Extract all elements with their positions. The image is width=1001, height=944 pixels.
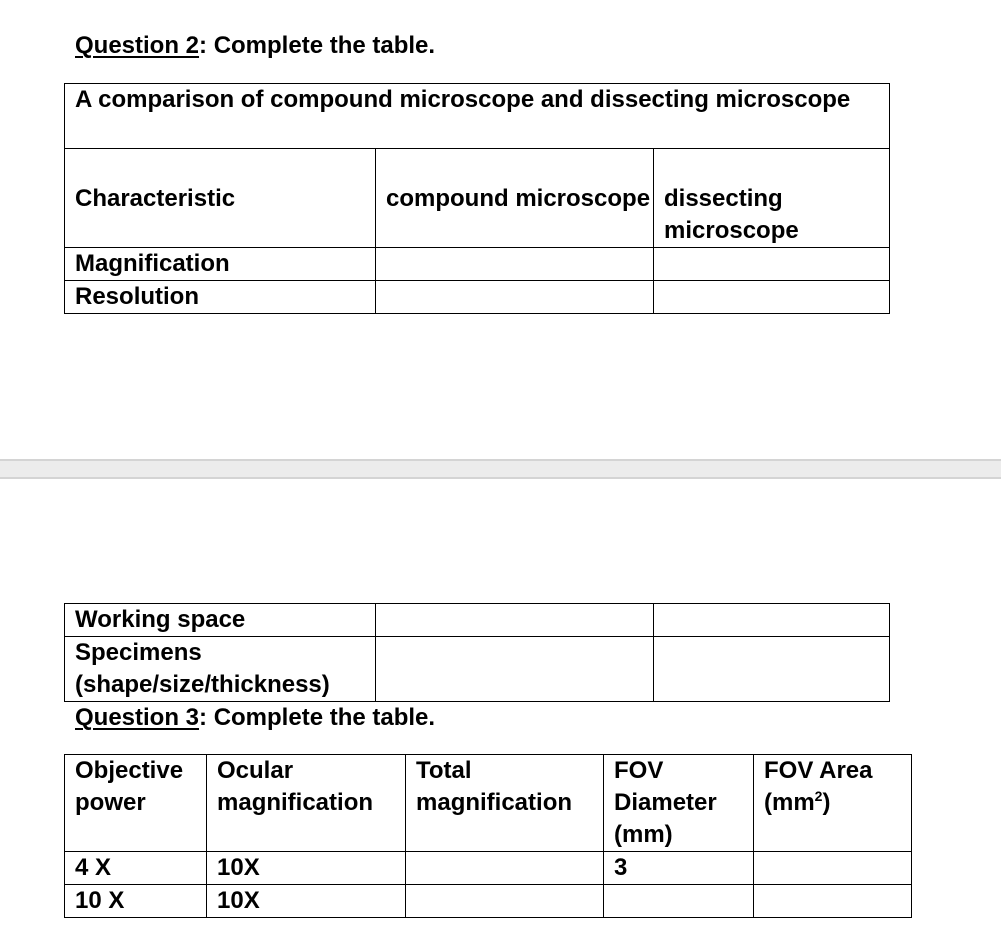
question-3-heading: [75, 702, 435, 734]
cell-area-row1[interactable]: [754, 852, 912, 885]
cell-diameter-row1: 3: [604, 852, 754, 885]
cell-total-row1[interactable]: [406, 852, 604, 885]
header-fov-area-text: FOV Area (mm: [764, 757, 873, 816]
cell-diameter-row2[interactable]: [604, 885, 754, 918]
question-2-heading: [75, 30, 435, 62]
cell-objective-row2: 10 X: [65, 885, 207, 918]
header-fov-area-close: ): [822, 789, 831, 816]
header-dissecting-microscope: dissecting microscope: [654, 149, 890, 248]
cell-magnification-compound[interactable]: [376, 248, 654, 281]
question-2-label: Question 2: [75, 32, 200, 59]
row-label-working-space: Working space: [65, 604, 376, 637]
microscope-comparison-table: [64, 83, 890, 314]
cell-objective-row1: 4 X: [65, 852, 207, 885]
microscope-comparison-table-continued: [64, 603, 890, 702]
row-label-specimens: Specimens (shape/size/thickness): [65, 637, 376, 702]
cell-resolution-compound[interactable]: [376, 281, 654, 314]
cell-magnification-dissecting[interactable]: [654, 248, 890, 281]
question-2-text: : Complete the table.: [199, 32, 436, 59]
cell-specimens-compound[interactable]: [376, 637, 654, 702]
cell-working-space-dissecting[interactable]: [654, 604, 890, 637]
header-fov-area-superscript: 2: [814, 788, 823, 804]
cell-area-row2[interactable]: [754, 885, 912, 918]
page-separator: [0, 459, 1001, 479]
cell-resolution-dissecting[interactable]: [654, 281, 890, 314]
table-caption: A comparison of compound microscope and dissecting microscope: [65, 84, 890, 149]
header-total-magnification: Total magnification: [406, 755, 604, 852]
header-objective-power: Objective power: [65, 755, 207, 852]
cell-total-row2[interactable]: [406, 885, 604, 918]
cell-ocular-row2: 10X: [207, 885, 406, 918]
question-3-text: : Complete the table.: [199, 704, 436, 731]
header-fov-diameter: FOV Diameter (mm): [604, 755, 754, 852]
row-label-resolution: Resolution: [65, 281, 376, 314]
header-fov-area: [754, 755, 912, 852]
cell-ocular-row1: 10X: [207, 852, 406, 885]
header-compound-microscope: compound microscope: [376, 149, 654, 248]
cell-specimens-dissecting[interactable]: [654, 637, 890, 702]
cell-working-space-compound[interactable]: [376, 604, 654, 637]
header-ocular-magnification: Ocular magnification: [207, 755, 406, 852]
fov-table: [64, 754, 912, 918]
header-characteristic: Characteristic: [65, 149, 376, 248]
row-label-magnification: Magnification: [65, 248, 376, 281]
question-3-label: Question 3: [75, 704, 200, 731]
